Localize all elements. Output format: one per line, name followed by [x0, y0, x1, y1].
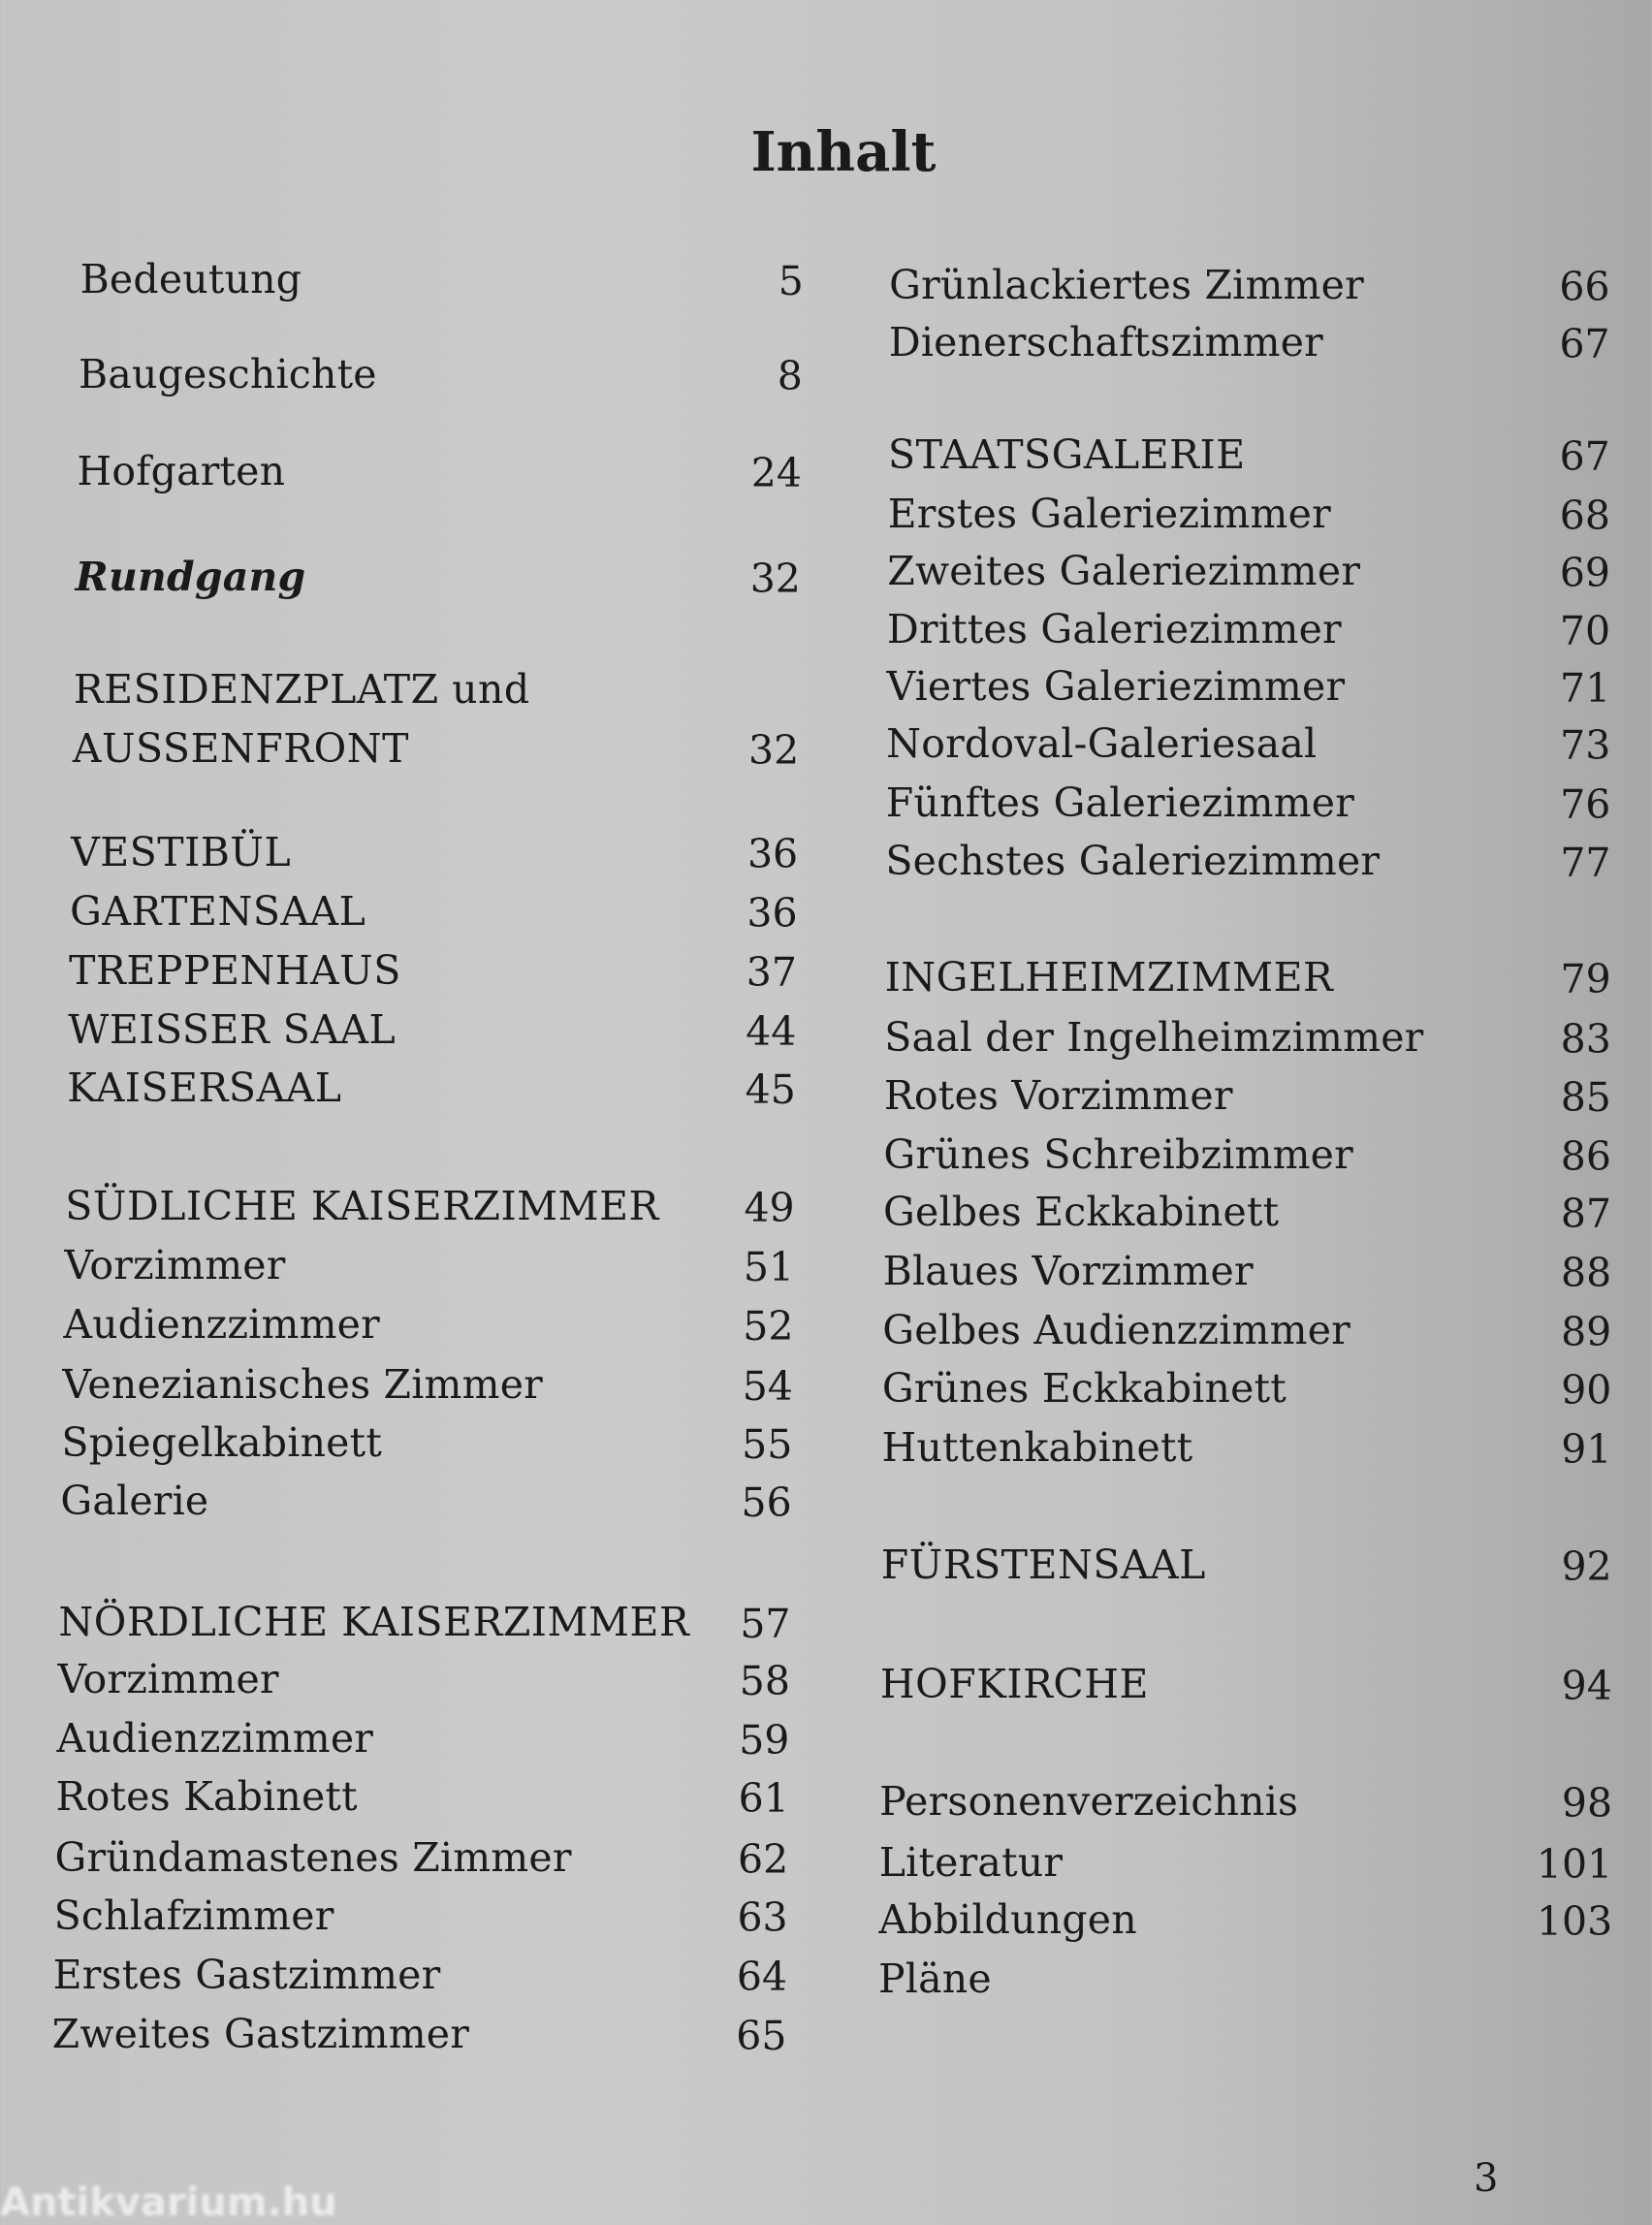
toc-entry-title: INGELHEIMZIMMER — [884, 953, 1334, 1001]
toc-entry-title: Personenverzeichnis — [879, 1778, 1299, 1826]
toc-entry-title: Huttenkabinett — [881, 1424, 1193, 1472]
toc-entry-title: Grünes Schreibzimmer — [883, 1130, 1353, 1178]
toc-entry-title: Baugeschichte — [79, 351, 377, 398]
toc-entry-page: 68 — [1559, 492, 1610, 539]
toc-entry-title: Fünftes Galeriezimmer — [885, 779, 1355, 827]
toc-entry-page: 45 — [745, 1066, 796, 1114]
toc-entry-page: 85 — [1560, 1073, 1611, 1121]
toc-entry-page: 54 — [742, 1363, 793, 1411]
toc-entry-title: Rotes Kabinett — [55, 1772, 358, 1820]
toc-entry-page: 55 — [742, 1420, 793, 1468]
toc-entry-page: 103 — [1536, 1898, 1613, 1946]
toc-entry-title: Literatur — [878, 1838, 1064, 1886]
page-number: 3 — [1474, 2156, 1499, 2201]
page-title: Inhalt — [750, 120, 937, 184]
toc-entry-page: 89 — [1561, 1308, 1612, 1355]
toc-entry-page: 36 — [747, 830, 799, 877]
toc-entry-title: Dienerschaftszimmer — [888, 319, 1323, 366]
toc-entry-page: 98 — [1561, 1780, 1613, 1828]
toc-entry-page: 73 — [1560, 722, 1611, 770]
toc-entry-page: 32 — [747, 726, 800, 774]
toc-entry-title: FÜRSTENSAAL — [880, 1541, 1206, 1588]
toc-entry-page: 77 — [1560, 839, 1611, 886]
toc-entry-page: 66 — [1559, 263, 1610, 310]
toc-entry-page: 71 — [1560, 665, 1611, 712]
toc-entry-page: 57 — [740, 1601, 791, 1648]
toc-entry-page: 69 — [1559, 550, 1610, 597]
toc-entry-page: 64 — [736, 1953, 788, 2000]
toc-entry-page: 94 — [1561, 1662, 1612, 1709]
toc-entry-page: 59 — [739, 1717, 790, 1764]
toc-entry-title: Nordoval-Galeriesaal — [886, 720, 1318, 768]
toc-entry-page: 49 — [744, 1185, 795, 1232]
toc-entry-title: Gelbes Eckkabinett — [883, 1188, 1280, 1235]
toc-entry-title: Vorzimmer — [57, 1656, 279, 1703]
watermark: Antikvarium.hu — [0, 2180, 337, 2225]
toc-entry-page: 44 — [746, 1007, 797, 1055]
toc-entry-page: 62 — [738, 1836, 789, 1884]
toc-entry-title: NÖRDLICHE KAISERZIMMER — [58, 1599, 690, 1646]
toc-entry-page: 8 — [777, 353, 803, 400]
toc-entry-title: SÜDLICHE KAISERZIMMER — [65, 1183, 659, 1230]
toc-entry-title: Gelbes Audienzzimmer — [882, 1306, 1350, 1353]
toc-entry-page: 56 — [741, 1479, 792, 1527]
toc-entry-page: 87 — [1560, 1190, 1612, 1237]
toc-entry-page: 86 — [1560, 1132, 1611, 1180]
toc-entry-page: 51 — [743, 1243, 795, 1290]
toc-entry-title: VESTIBÜL — [71, 828, 292, 875]
toc-entry-title: Bedeutung — [79, 255, 302, 302]
toc-entry-title: TREPPENHAUS — [69, 946, 401, 994]
toc-entry-page: 83 — [1560, 1016, 1611, 1064]
toc-entry-title: Audienzzimmer — [63, 1300, 380, 1348]
toc-entry-page: 92 — [1561, 1542, 1612, 1590]
toc-entry-page: 63 — [737, 1893, 788, 1941]
toc-entry-page: 101 — [1536, 1840, 1613, 1888]
toc-entry-title: Rundgang — [75, 553, 306, 600]
toc-entry-title: Hofgarten — [77, 448, 286, 495]
toc-entry-title: AUSSENFRONT — [72, 724, 409, 772]
toc-entry-page: 79 — [1560, 955, 1611, 1002]
toc-entry-page: 88 — [1560, 1249, 1612, 1296]
toc-entry-title: Drittes Galeriezimmer — [886, 605, 1342, 652]
toc-entry-title: Saal der Ingelheimzimmer — [884, 1014, 1424, 1062]
toc-entry-title: KAISERSAAL — [67, 1065, 342, 1112]
toc-entry-page: 58 — [739, 1658, 790, 1705]
toc-entry-title: Erstes Gastzimmer — [52, 1951, 441, 1998]
toc-entry-title: Galerie — [60, 1478, 209, 1525]
toc-entry-title: RESIDENZPLATZ und — [73, 665, 530, 713]
toc-entry-title: Grünes Eckkabinett — [881, 1365, 1287, 1413]
toc-entry-page: 61 — [738, 1774, 789, 1822]
toc-entry-title: GARTENSAAL — [70, 887, 366, 935]
toc-entry-title: Vorzimmer — [64, 1241, 286, 1288]
toc-entry-title: Gründamastenes Zimmer — [54, 1834, 572, 1882]
toc-entry-page: 90 — [1561, 1367, 1612, 1414]
toc-entry-title: Sechstes Galeriezimmer — [885, 837, 1381, 884]
toc-entry-title: Zweites Galeriezimmer — [887, 548, 1361, 595]
toc-entry-title: WEISSER SAAL — [68, 1005, 397, 1053]
toc-entry-title: Grünlackiertes Zimmer — [889, 261, 1364, 308]
toc-entry-page: 24 — [750, 450, 802, 497]
toc-entry-page: 52 — [743, 1302, 794, 1350]
toc-entry-title: Rotes Vorzimmer — [883, 1071, 1233, 1119]
toc-entry-page: 67 — [1559, 432, 1610, 480]
toc-entry-title: Blaues Vorzimmer — [882, 1247, 1254, 1294]
toc-entry-page: 32 — [749, 555, 801, 602]
toc-entry-page: 65 — [736, 2012, 787, 2059]
toc-entry-title: Viertes Galeriezimmer — [886, 663, 1346, 710]
toc-entry-title: Zweites Gastzimmer — [51, 2010, 470, 2057]
toc-entry-page: 91 — [1561, 1426, 1612, 1474]
toc-entry-title: Erstes Galeriezimmer — [887, 490, 1331, 537]
toc-entry-title: Abbildungen — [878, 1896, 1137, 1944]
toc-entry-title: Schlafzimmer — [53, 1891, 334, 1939]
toc-entry-title: Spiegelkabinett — [61, 1418, 382, 1466]
toc-entry-page: 76 — [1560, 781, 1611, 829]
toc-entry-title: Pläne — [877, 1955, 992, 2003]
toc-entry-title: STAATSGALERIE — [888, 430, 1246, 478]
toc-entry-page: 5 — [778, 257, 804, 304]
toc-entry-title: Venezianisches Zimmer — [62, 1361, 543, 1409]
toc-entry-page: 36 — [747, 889, 798, 937]
toc-entry-page: 67 — [1559, 321, 1610, 367]
toc-entry-title: Audienzzimmer — [56, 1715, 374, 1763]
toc-entry-page: 70 — [1559, 607, 1611, 654]
toc-entry-page: 37 — [746, 948, 797, 996]
toc-entry-title: HOFKIRCHE — [879, 1660, 1149, 1707]
